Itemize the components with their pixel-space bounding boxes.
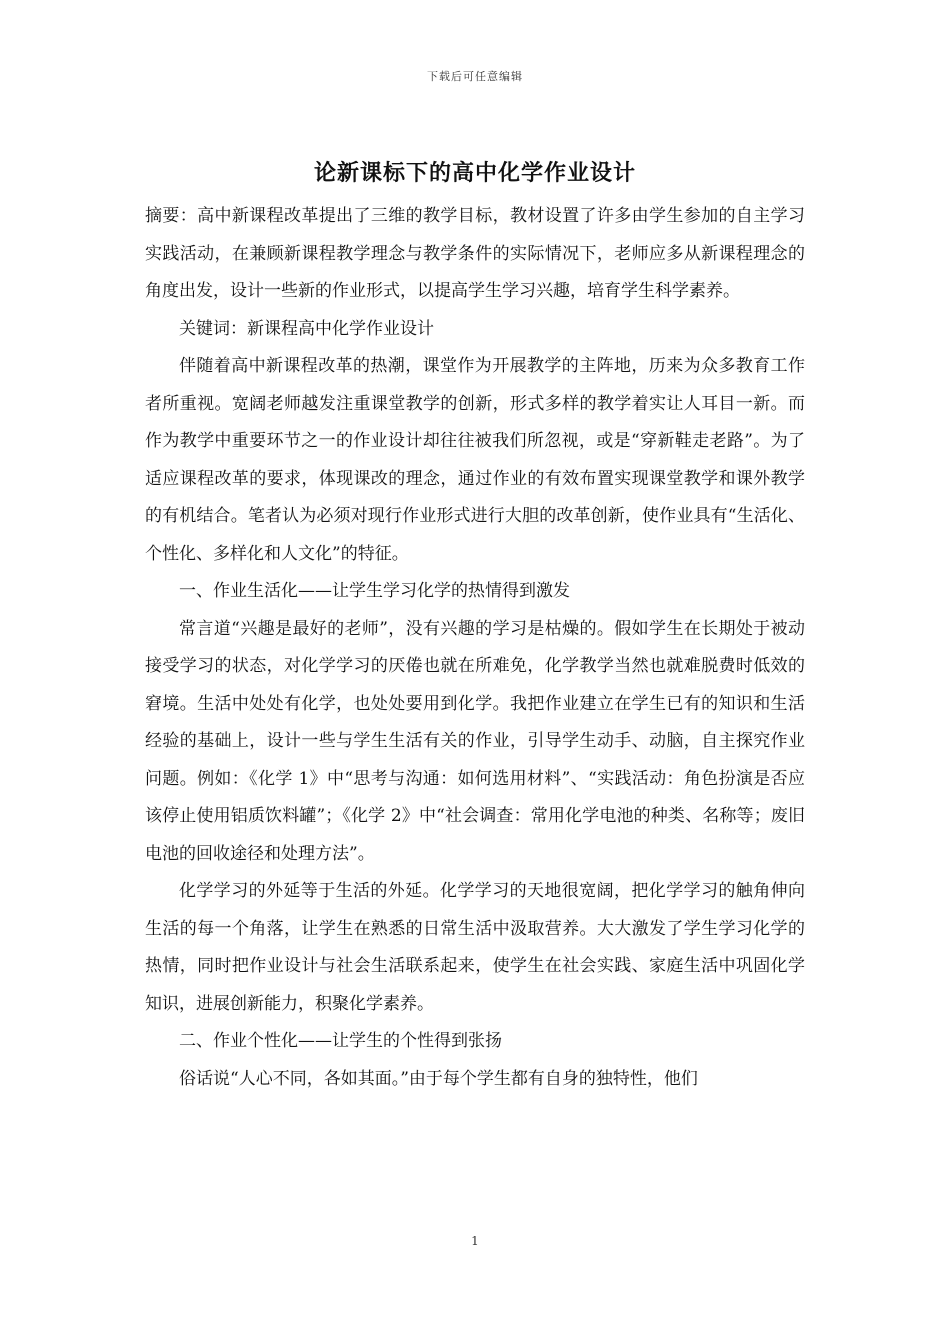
- section-1-paragraph-2: 化学学习的外延等于生活的外延。化学学习的天地很宽阔，把化学学习的触角伸向生活的每一个角落，让学生在熟悉的日常生活中汲取营养。大大激发了学生学习化学的热情，同时把作业设计与社会生活联系起来，使学生在社会实践、家庭生活中巩固化学知识，进展创新能力，积聚化学素养。: [145, 881, 805, 1014]
- page-number: 1: [471, 1234, 479, 1248]
- document-title: 论新课标下的高中化学作业设计: [313, 160, 636, 186]
- section-heading-1: 一、作业生活化——让学生学习化学的热情得到激发: [179, 581, 570, 601]
- keywords-paragraph: 关键词：新课程高中化学作业设计: [179, 318, 434, 339]
- abstract-paragraph: 摘要：高中新课程改革提出了三维的教学目标，教材设置了许多由学生参加的自主学习实践活动，在兼顾新课程教学理念与教学条件的实际情况下，老师应多从新课程理念的角度出发，设计一些新的作业形式，以提高学生学习兴趣，培育学生科学素养。: [145, 206, 805, 301]
- section-heading-2: 二、作业个性化——让学生的个性得到张扬: [179, 1031, 502, 1051]
- document-body: [145, 198, 805, 1098]
- section-1-paragraph-1: 常言道“兴趣是最好的老师”，没有兴趣的学习是枯燥的。假如学生在长期处于被动接受学习的状态，对化学学习的厌倦也就在所难免，化学教学当然也就难脱费时低效的窘境。生活中处处有化学，也处处要用到化学。我把作业建立在学生已有的知识和生活经验的基础上，设计一些与学生生活有关的作业，引导学生动手、动脑，自主探究作业问题。例如：《化学 1》中“思考与沟通：如何选用材料”、“实践活动：角色扮演是否应该停止使用铝质饮料罐”；《化学 2》中“社会调查：常用化学电池的种类、名称等；废旧电池的回收途径和处理方法”。: [145, 618, 805, 864]
- section-2-paragraph-1: 俗话说“人心不同，各如其面。”由于每个学生都有自身的独特性，他们: [179, 1068, 698, 1089]
- page-header-note: 下载后可任意编辑: [427, 70, 523, 83]
- intro-paragraph: 伴随着高中新课程改革的热潮，课堂作为开展教学的主阵地，历来为众多教育工作者所重视。宽阔老师越发注重课堂教学的创新，形式多样的教学着实让人耳目一新。而作为教学中重要环节之一的作业设计却往往被我们所忽视，或是“穿新鞋走老路”。为了适应课程改革的要求，体现课改的理念，通过作业的有效布置实现课堂教学和课外教学的有机结合。笔者认为必须对现行作业形式进行大胆的改革创新，使作业具有“生活化、个性化、多样化和人文化”的特征。: [145, 356, 805, 564]
